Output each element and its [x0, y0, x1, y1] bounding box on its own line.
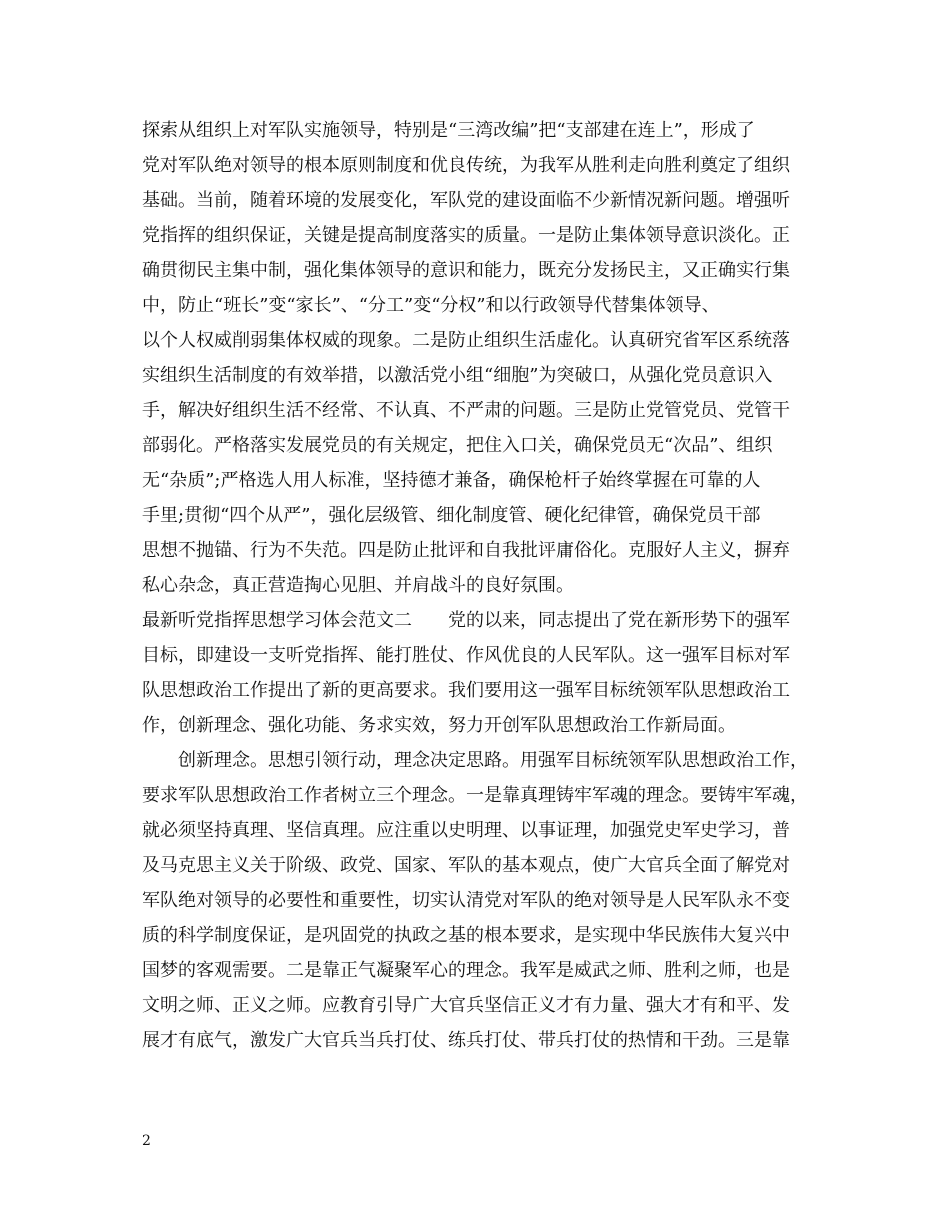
text-line: 以个人权威削弱集体权威的现象。二是防止组织生活虚化。认真研究省军区系统落: [142, 330, 790, 351]
body-text: [142, 113, 832, 1058]
text-line: 确贯彻民主集中制，强化集体领导的意识和能力，既充分发扬民主，又正确实行集: [142, 260, 790, 281]
text-line: 私心杂念，真正营造掏心见胆、并肩战斗的良好氛围。: [142, 575, 574, 596]
text-line: 队思想政治工作提出了新的更高要求。我们要用这一强军目标统领军队思想政治工: [142, 680, 790, 701]
text-line: 要求军队思想政治工作者树立三个理念。一是靠真理铸牢军魂的理念。要铸牢军魂，: [142, 785, 808, 806]
text-line: 手里;贯彻“四个从严”，强化层级管、细化制度管、硬化纪律管，确保党员干部: [142, 505, 761, 526]
text-line: 文明之师、正义之师。应教育引导广大官兵坚信正义才有力量、强大才有和平、发: [142, 995, 790, 1016]
text-line: 目标，即建设一支听党指挥、能打胜仗、作风优良的人民军队。这一强军目标对军: [142, 645, 790, 666]
text-line: 中，防止“班长”变“家长”、“分工”变“分权”和以行政领导代替集体领导、: [142, 295, 720, 316]
text-line: 质的科学制度保证，是巩固党的执政之基的根本要求，是实现中华民族伟大复兴中: [142, 925, 790, 946]
text-line: 党对军队绝对领导的根本原则制度和优良传统，为我军从胜利走向胜利奠定了组织: [142, 155, 790, 176]
text-line: 实组织生活制度的有效举措，以激活党小组“细胞”为突破口，从强化党员意识入: [142, 365, 773, 386]
text-line: 无“杂质”;严格选人用人标准，坚持德才兼备，确保枪杆子始终掌握在可靠的人: [142, 470, 761, 491]
text-line: 探索从组织上对军队实施领导，特别是“三湾改编”把“支部建在连上”，形成了: [142, 120, 755, 141]
text-line: 军队绝对领导的必要性和重要性，切实认清党对军队的绝对领导是人民军队永不变: [142, 890, 790, 911]
section-heading-line: 最新听党指挥思想学习体会范文二 党的以来，同志提出了党在新形势下的强军: [142, 610, 790, 631]
text-line: 及马克思主义关于阶级、政党、国家、军队的基本观点，使广大官兵全面了解党对: [142, 855, 790, 876]
text-line: 部弱化。严格落实发展党员的有关规定，把住入口关，确保党员无“次品”、组织: [142, 435, 773, 456]
paragraph-first-line: 创新理念。思想引领行动，理念决定思路。用强军目标统领军队思想政治工作，: [178, 750, 808, 771]
text-line: 就必须坚持真理、坚信真理。应注重以史明理、以事证理，加强党史军史学习，普: [142, 820, 790, 841]
text-line: 作，创新理念、强化功能、务求实效，努力开创军队思想政治工作新局面。: [142, 715, 736, 736]
page-number: 2: [142, 1133, 151, 1149]
text-line: 基础。当前，随着环境的发展变化，军队党的建设面临不少新情况新问题。增强听: [142, 190, 790, 211]
text-line: 国梦的客观需要。二是靠正气凝聚军心的理念。我军是威武之师、胜利之师，也是: [142, 960, 790, 981]
text-line: 手，解决好组织生活不经常、不认真、不严肃的问题。三是防止党管党员、党管干: [142, 400, 790, 421]
text-line: 展才有底气，激发广大官兵当兵打仗、练兵打仗、带兵打仗的热情和干劲。三是靠: [142, 1030, 790, 1051]
text-line: 思想不抛锚、行为不失范。四是防止批评和自我批评庸俗化。克服好人主义，摒弃: [142, 540, 790, 561]
text-line: 党指挥的组织保证，关键是提高制度落实的质量。一是防止集体领导意识淡化。正: [142, 225, 790, 246]
